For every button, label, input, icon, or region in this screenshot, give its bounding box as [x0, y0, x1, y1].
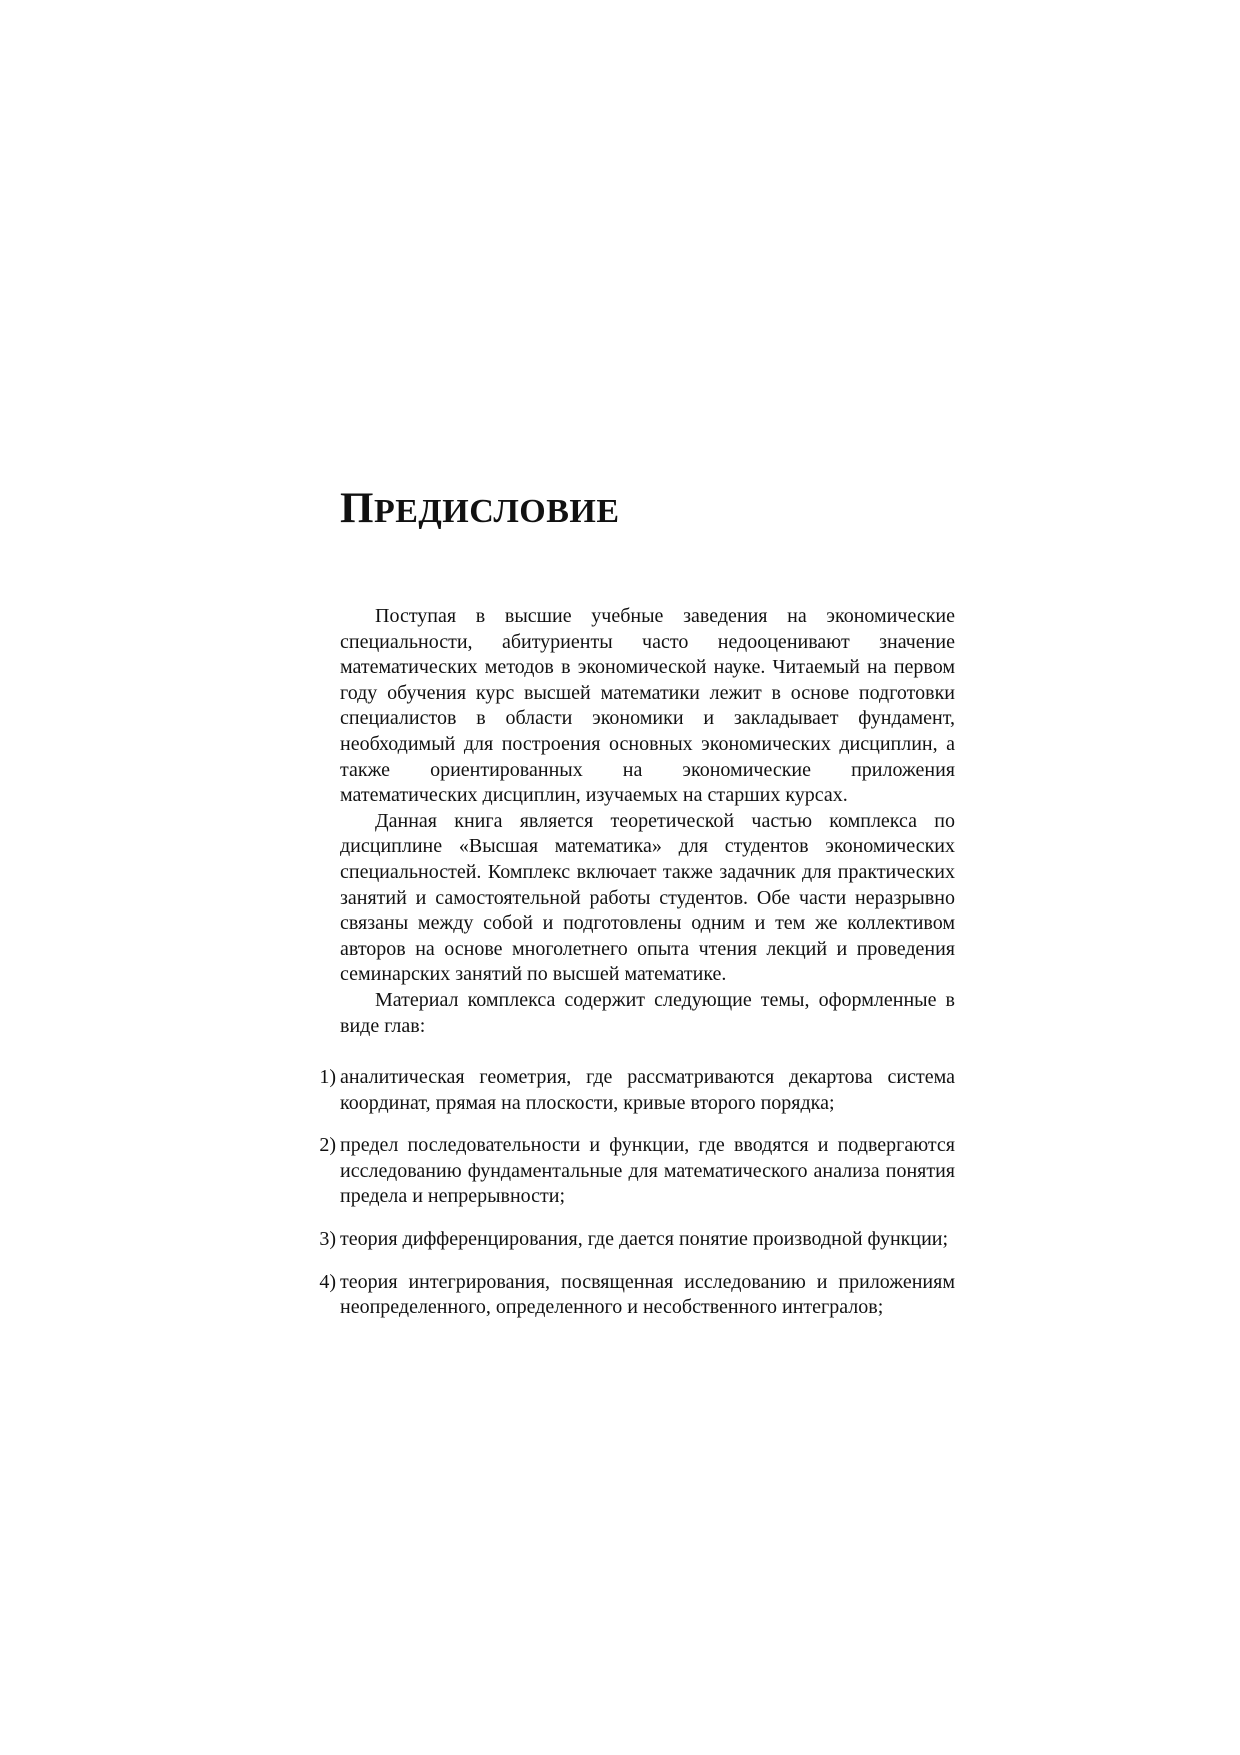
- topic-item: [319, 1270, 955, 1321]
- chapter-title: [340, 487, 620, 530]
- topic-item: [319, 1065, 955, 1116]
- topic-number: 4): [319, 1270, 336, 1293]
- topic-item: [319, 1133, 955, 1210]
- topic-item: [319, 1227, 955, 1253]
- paragraph-topics-lead: Материал комплекса содержит следующие темы, оформленные в виде глав:: [340, 988, 955, 1037]
- topic-text: предел последовательности и функции, где вводятся и подвергаются исследованию фундаментальные для математического анализа понятия предела и непрерывности;: [340, 1134, 955, 1208]
- topic-text: теория интегрирования, посвященная исследованию и приложениям неопределенного, определенного и несобственного интегралов;: [340, 1270, 955, 1319]
- chapter-title-first-letter: П: [340, 485, 374, 532]
- topic-number: 1): [319, 1066, 336, 1089]
- chapter-title-rest: РЕДИСЛОВИЕ: [373, 493, 620, 530]
- topic-text: теория дифференцирования, где дается понятие производной функции;: [340, 1228, 949, 1251]
- topic-number: 2): [319, 1134, 336, 1157]
- topic-text: аналитическая геометрия, где рассматриваются декартова система координат, прямая на плоскости, кривые второго порядка;: [340, 1066, 955, 1114]
- paragraph-book-purpose: Данная книга является теоретической частью комплекса по дисциплине «Высшая математика» для студентов экономических специальностей. Комплекс включает также задачник для практических занятий и самостоятельной работы студентов. Обе части неразрывно связаны между собой и подготовлены одним и тем же коллективом авторов на основе многолетнего опыта чтения лекций и проведения семинарских занятий по высшей математике.: [340, 809, 955, 986]
- paragraph-intro: Поступая в высшие учебные заведения на экономические специальности, абитуриенты часто недооценивают значение математических методов в экономической науке. Читаемый на первом году обучения курс высшей математики лежит в основе подготовки специалистов в области экономики и закладывает фундамент, необходимый для построения основных экономических дисциплин, а также ориентированных на экономические приложения математических дисциплин, изучаемых на старших курсах.: [340, 605, 955, 807]
- body-text: [319, 604, 955, 1338]
- topics-list: [319, 1065, 955, 1321]
- topic-number: 3): [319, 1228, 336, 1251]
